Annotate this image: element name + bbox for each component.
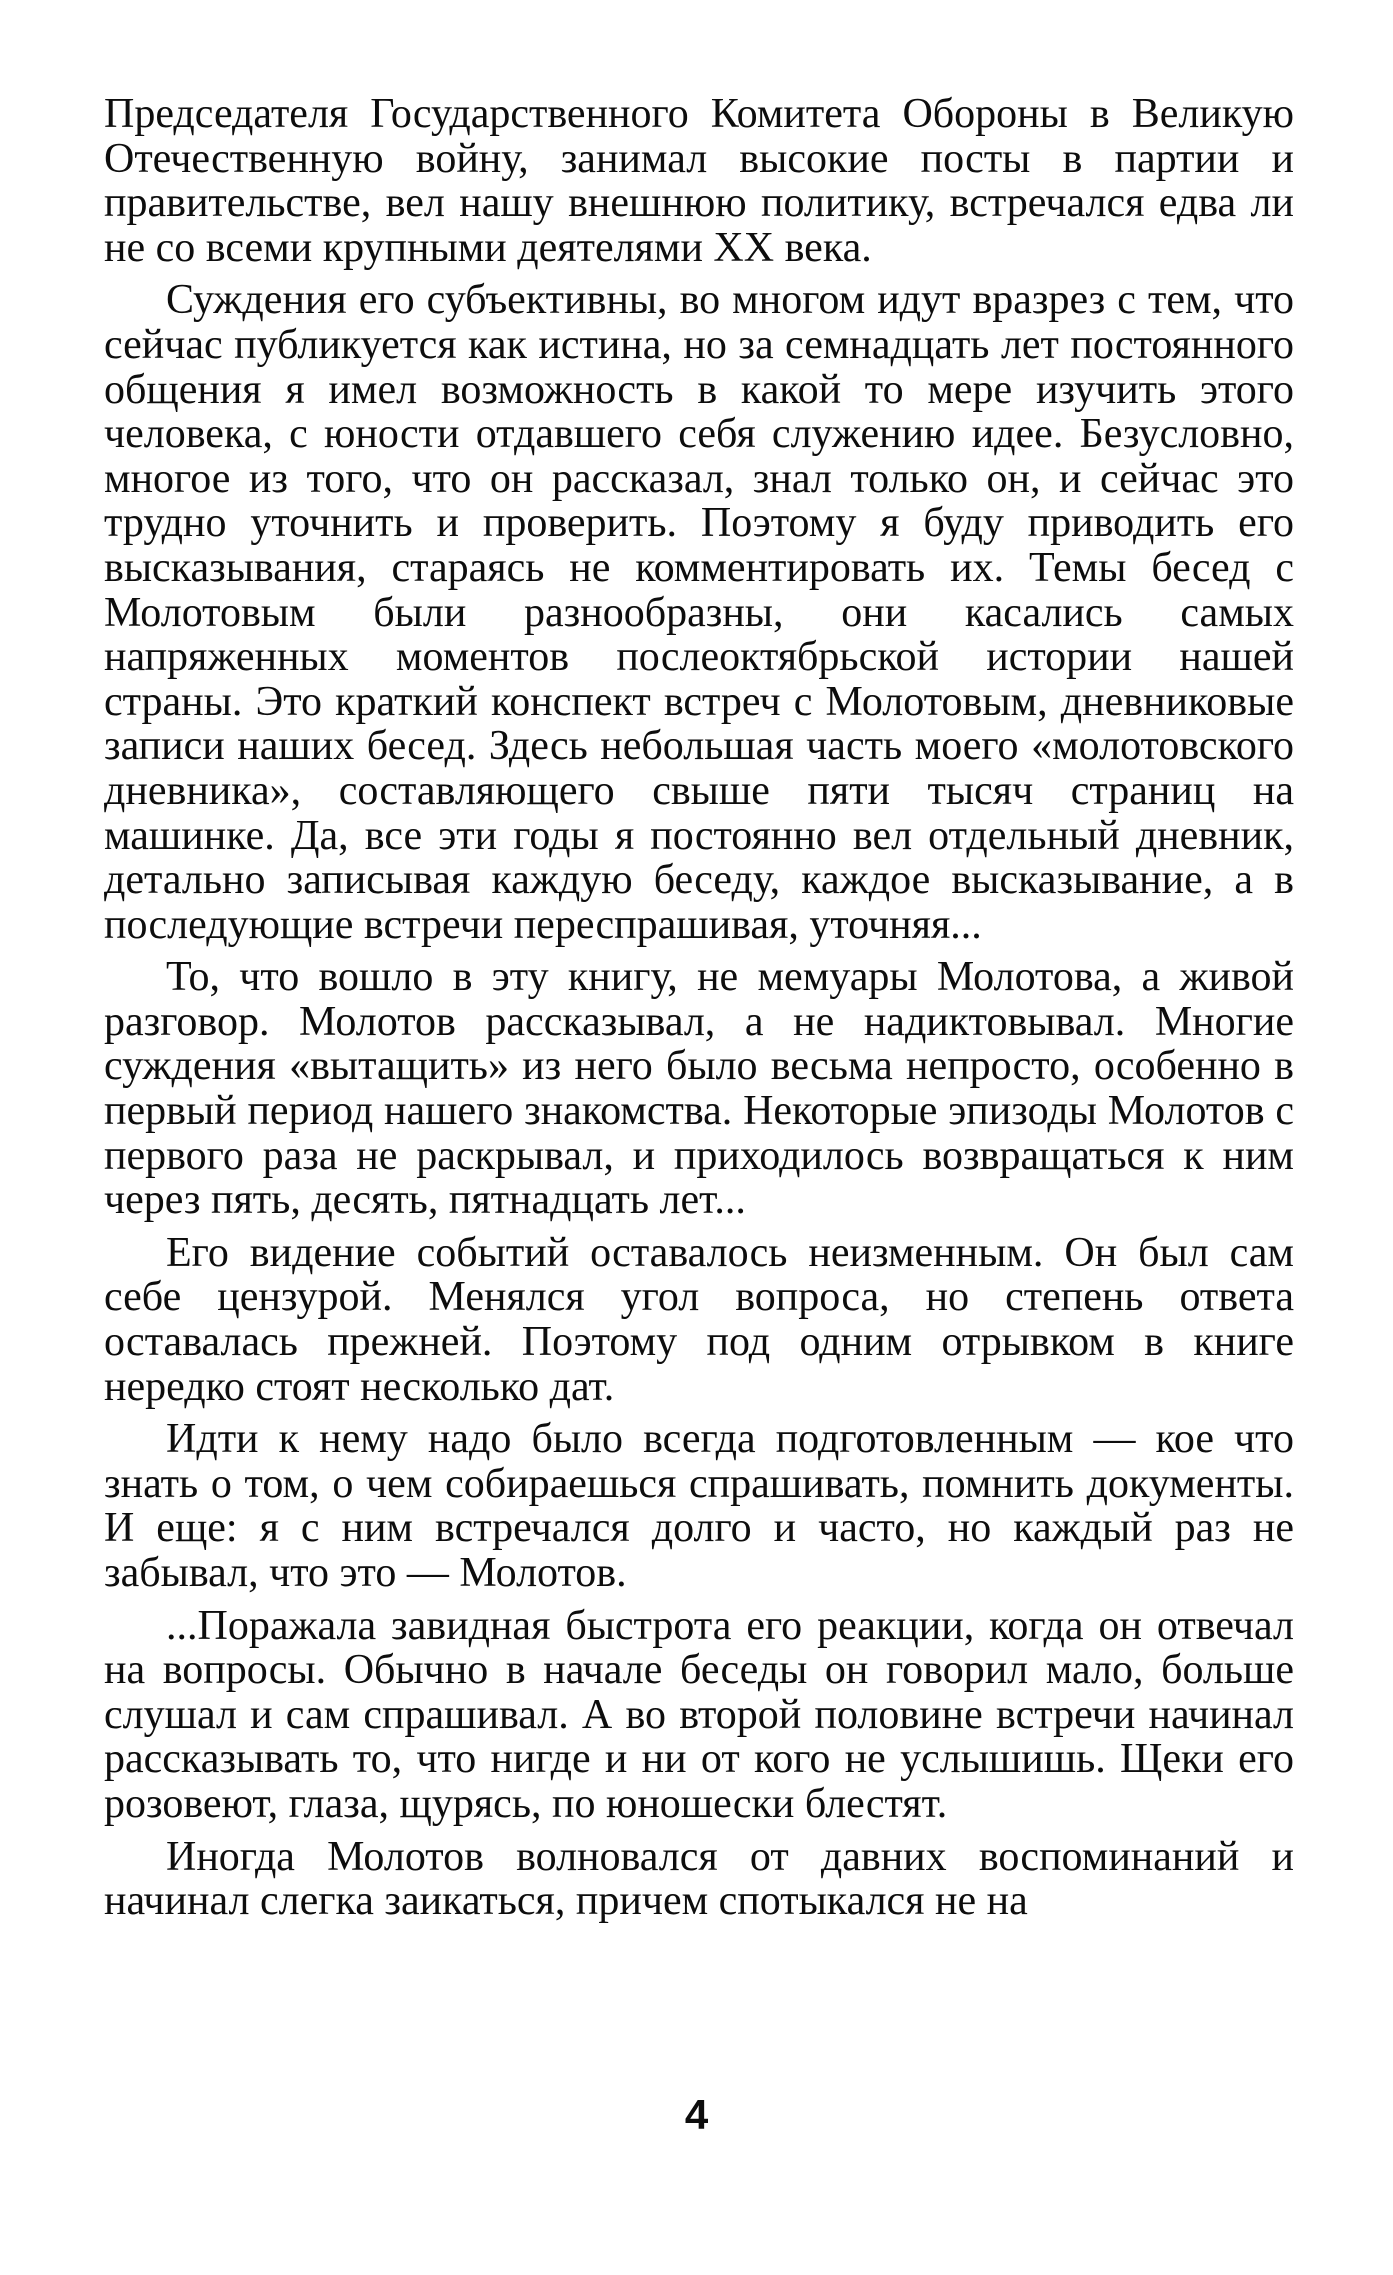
page-text xyxy=(104,92,1294,1924)
paragraph-6: ...Поражала завидная быстрота его реакции, когда он отвечал на вопросы. Обычно в начале беседы он говорил мало, больше слушал и сам спрашивал. А во второй половине встречи начинал рассказывать то, что нигде и ни от кого не услышишь. Щеки его розовеют, глаза, щурясь, по юношески блестят. xyxy=(104,1602,1294,1827)
paragraph-4: Его видение событий оставалось неизменным. Он был сам себе цензурой. Менялся угол вопроса, но степень ответа оставалась прежней. Поэтому под одним отрывком в книге нередко стоят несколько дат. xyxy=(104,1229,1294,1410)
paragraph-5: Идти к нему надо было всегда подготовленным — кое что знать о том, о чем собираешься спрашивать, помнить документы. И еще: я с ним встречался долго и часто, но каждый раз не забывал, что это — Молотов. xyxy=(104,1416,1294,1596)
paragraph-1: Председателя Государственного Комитета Обороны в Великую Отечественную войну, занимал высокие посты в партии и правительстве, вел нашу внешнюю политику, встречался едва ли не со всеми крупными деятелями XX века. xyxy=(104,91,1294,271)
paragraph-2: Суждения его субъективны, во многом идут вразрез с тем, что сейчас публикуется как истина, но за семнадцать лет постоянного общения я имел возможность в какой то мере изучить этого человека, с юности отдавшего себя служению идее. Безусловно, многое из того, что он рассказал, знал только он, и сейчас это трудно уточнить и проверить. Поэтому я буду приводить его высказывания, стараясь не комментировать их. Темы бесед с Молотовым были разнообразны, они касались самых напряженных моментов послеоктябрьской истории нашей страны. Это краткий конспект встреч с Молотовым, дневниковые записи наших бесед. Здесь небольшая часть моего «молотовского дневника», составляющего свыше пяти тысяч страниц на машинке. Да, все эти годы я постоянно вел отдельный дневник, детально записывая каждую беседу, каждое высказывание, а в последующие встречи переспрашивая, уточняя... xyxy=(104,277,1294,948)
paragraph-3: То, что вошло в эту книгу, не мемуары Молотова, а живой разговор. Молотов рассказывал, а не надиктовывал. Многие суждения «вытащить» из него было весьма непросто, особенно в первый период нашего знакомства. Некоторые эпизоды Молотов с первого раза не раскрывал, и приходилось возвращаться к ним через пять, десять, пятнадцать лет... xyxy=(104,954,1294,1224)
paragraph-7: Иногда Молотов волновался от давних воспоминаний и начинал слегка заикаться, причем спотыкался не на xyxy=(104,1833,1294,1925)
page-number: 4 xyxy=(684,2091,709,2138)
